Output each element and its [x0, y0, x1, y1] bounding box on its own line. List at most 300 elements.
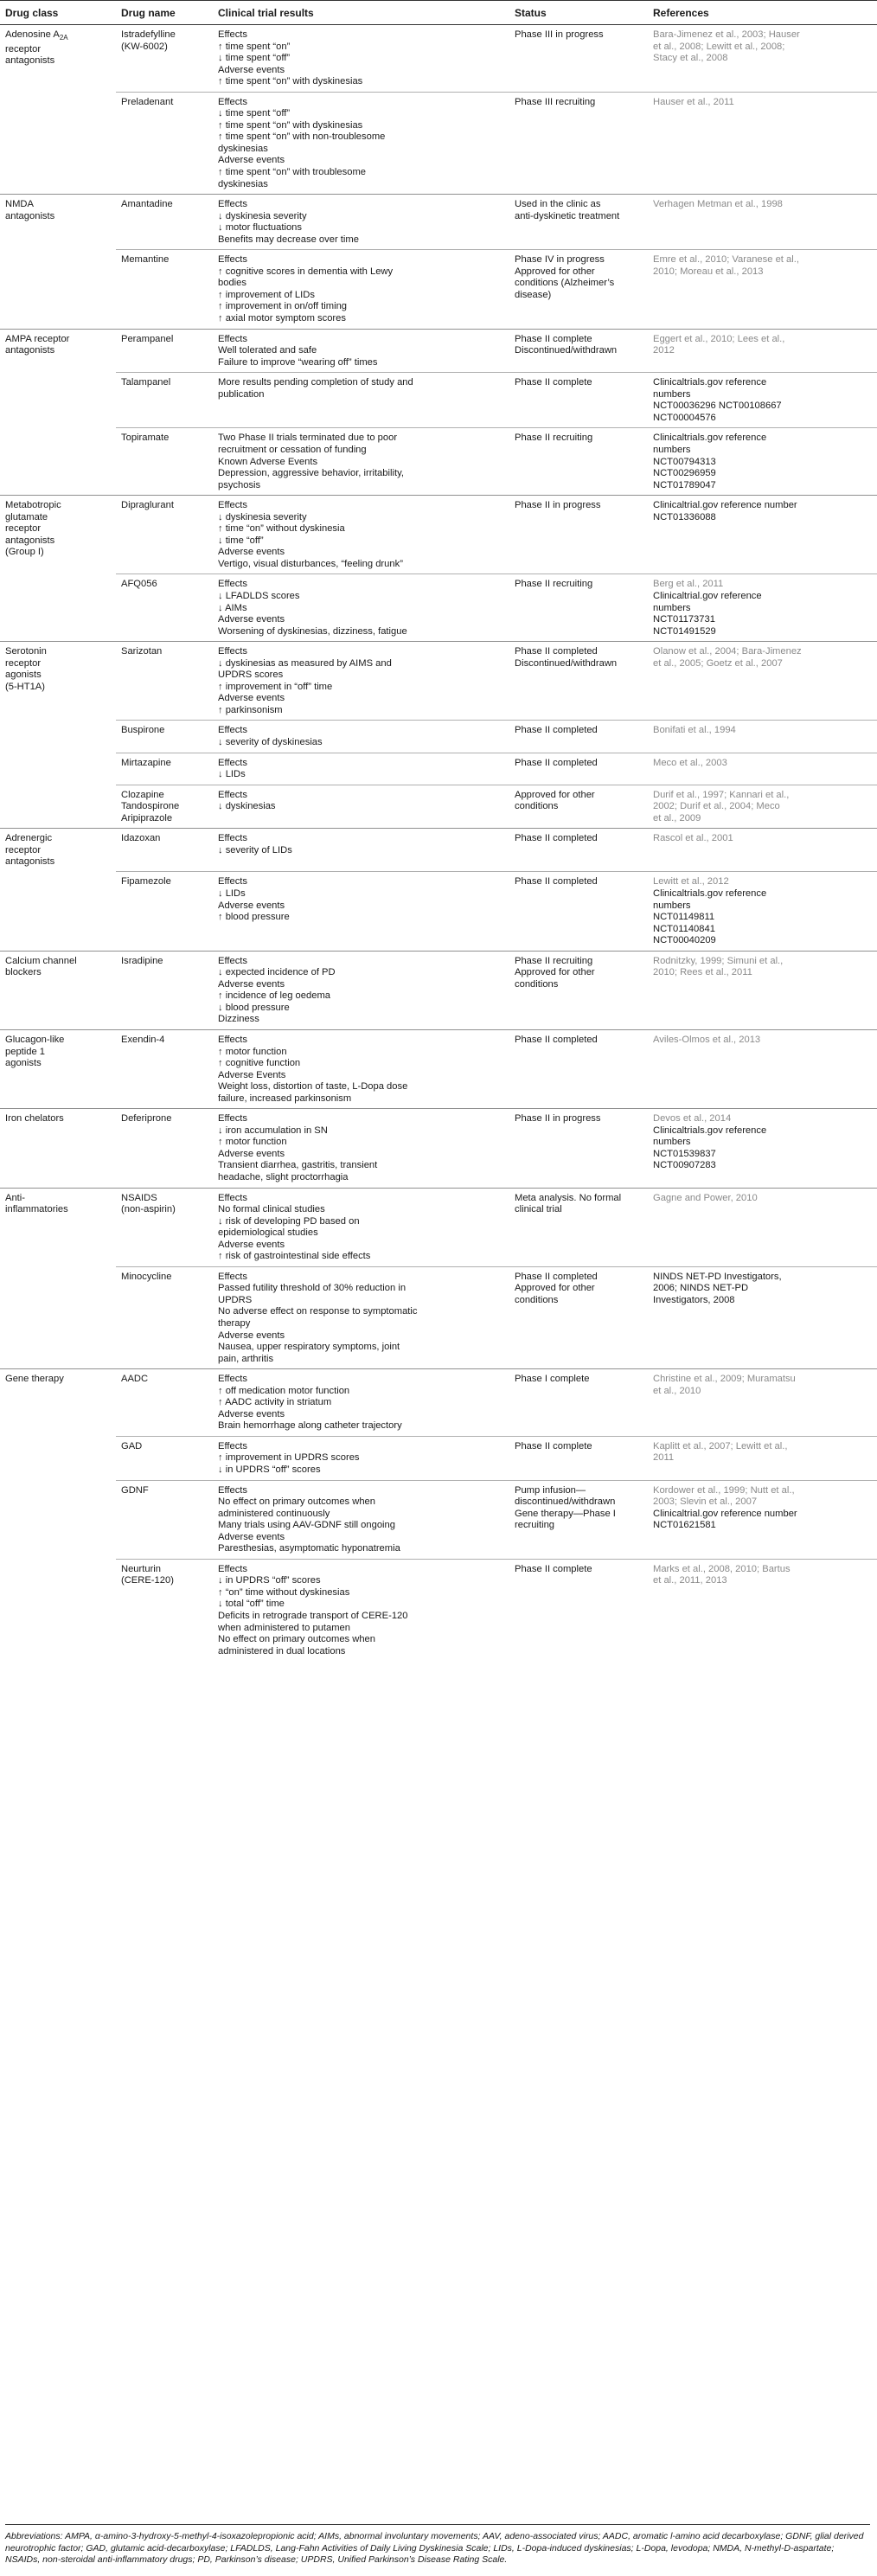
drug-class-cell — [0, 329, 116, 373]
drug-name-cell — [116, 872, 213, 951]
references-cell — [648, 1480, 877, 1559]
status-cell — [509, 1559, 648, 1661]
references-line: Rascol et al., 2001 — [653, 833, 733, 844]
references-line: Emre et al., 2010; Varanese et al., — [653, 254, 799, 266]
trial-results-line: ↑ motor function — [218, 1137, 287, 1148]
status-line: Gene therapy—Phase I — [515, 1508, 616, 1519]
drug-name-line: (CERE-120) — [121, 1575, 174, 1586]
trial-results-line: Effects — [218, 579, 247, 590]
trial-results-line: Dizziness — [218, 1014, 259, 1025]
drug-class-cell — [0, 1188, 116, 1266]
trial-results-line: ↓ time spent “off” — [218, 108, 291, 119]
trial-results-line: ↑ blood pressure — [218, 912, 290, 923]
references-line: Kordower et al., 1999; Nutt et al., — [653, 1484, 795, 1496]
trial-results-cell — [213, 496, 509, 574]
references-cell — [648, 428, 877, 496]
references-line: NCT01539837 — [653, 1148, 716, 1159]
drug-class-cell — [0, 951, 116, 1029]
status-line: conditions — [515, 801, 559, 812]
references-cell — [648, 496, 877, 574]
references-line: NINDS NET-PD Investigators, — [653, 1271, 782, 1282]
status-line: Phase II completed — [515, 725, 598, 736]
drug-class-line: receptor — [5, 523, 42, 535]
references-line: NCT01621581 — [653, 1520, 716, 1531]
drug-class-line: Anti- — [5, 1192, 26, 1203]
references-line: Verhagen Metman et al., 1998 — [653, 199, 783, 210]
table-row — [0, 1266, 877, 1368]
status-cell — [509, 574, 648, 642]
drug-class-line: Adenosine $A_{2A}$ — [5, 29, 68, 42]
trial-results-line: Nausea, upper respiratory symptoms, joint — [218, 1342, 400, 1353]
trial-results-line: Well tolerated and safe — [218, 345, 317, 356]
status-line: Pump infusion— — [515, 1484, 586, 1496]
trial-results-line: epidemiological studies — [218, 1227, 318, 1239]
references-line: numbers — [653, 900, 691, 911]
table-row — [0, 574, 877, 642]
references-line: Gagne and Power, 2010 — [653, 1192, 758, 1203]
trial-results-line: Effects — [218, 955, 247, 966]
trial-results-cell — [213, 642, 509, 721]
references-cell — [648, 1109, 877, 1188]
drug-class-cell — [0, 1559, 116, 1661]
drug-class-line: antagonists — [5, 55, 55, 67]
trial-results-line: Adverse events — [218, 978, 285, 990]
status-line: conditions (Alzheimer’s — [515, 278, 615, 289]
abbreviations-footnote: Abbreviations: AMPA, α-amino-3-hydroxy-5-methyl-4-isoxazolepropionic acid; AIMs, abnormal involuntary movements; AAV, adeno-associated virus; AADC, aromatic l-amino acid decarboxylase; GDNF, glial derived neurotrophic factor; GAD, glutamic acid-decarboxylase; LFADLDS, Lang-Fahn Activities of Daily Living Dyskinesia Scale; LIDs, L-Dopa-induced dyskinesias; L-Dopa, levodopa; NMDA, N-methyl-D-aspartate; NSAIDs, non-steroidal anti-inflammatory drugs; PD, Parkinson’s disease; UPDRS, Unified Parkinson’s Disease Rating Scale. — [5, 2524, 870, 2566]
trial-results-line: Effects — [218, 96, 247, 107]
status-line: recruiting — [515, 1520, 555, 1531]
references-line: 2002; Durif et al., 2004; Meco — [653, 801, 780, 812]
references-line: Clinicaltrials.gov reference — [653, 377, 767, 388]
table-row — [0, 92, 877, 194]
status-line: Phase II complete — [515, 1440, 592, 1451]
status-cell — [509, 721, 648, 753]
references-line: et al., 2010 — [653, 1385, 701, 1396]
trial-results-line: Effects — [218, 1563, 247, 1574]
trial-results-line: therapy — [218, 1318, 251, 1329]
header-status: Status — [509, 1, 648, 25]
trial-results-line: ↑ improvement of LIDs — [218, 289, 315, 300]
trial-results-line: Effects — [218, 1374, 247, 1385]
trial-results-line: dyskinesias — [218, 178, 268, 189]
trial-results-cell — [213, 753, 509, 785]
references-line: Clinicaltrial.gov reference number — [653, 500, 797, 511]
drug-name-cell — [116, 92, 213, 194]
trial-results-cell — [213, 329, 509, 373]
drug-name-line: Perampanel — [121, 333, 174, 344]
table-row — [0, 428, 877, 496]
table-row — [0, 496, 877, 574]
drug-name-line: Mirtazapine — [121, 757, 171, 768]
references-line: numbers — [653, 388, 691, 400]
status-cell — [509, 250, 648, 329]
trial-results-line: ↑ improvement in UPDRS scores — [218, 1452, 360, 1464]
trial-results-line: Effects — [218, 1113, 247, 1125]
trial-results-cell — [213, 1266, 509, 1368]
drug-name-cell — [116, 574, 213, 642]
trial-results-line: Effects — [218, 1440, 247, 1451]
table-row — [0, 1029, 877, 1108]
references-line: Eggert et al., 2010; Lees et al., — [653, 333, 785, 344]
drug-name-cell — [116, 1266, 213, 1368]
trial-results-line: Paresthesias, asymptomatic hyponatremia — [218, 1543, 400, 1554]
drug-class-line: Glucagon-like — [5, 1034, 65, 1045]
status-line: Approved for other — [515, 967, 595, 978]
drug-name-cell — [116, 721, 213, 753]
drug-class-line: Calcium channel — [5, 955, 77, 966]
references-line: NCT00907283 — [653, 1160, 716, 1171]
trial-results-line: Known Adverse Events — [218, 456, 318, 467]
trial-results-line: ↑ cognitive scores in dementia with Lewy — [218, 266, 394, 277]
trial-results-line: UPDRS — [218, 1294, 253, 1305]
trial-results-line: ↑ AADC activity in striatum — [218, 1397, 332, 1408]
drug-name-cell — [116, 1109, 213, 1188]
trial-results-line: ↑ parkinsonism — [218, 704, 283, 715]
drug-class-cell — [0, 195, 116, 250]
trial-results-line: Adverse events — [218, 614, 285, 625]
trial-results-cell — [213, 195, 509, 250]
references-line: NCT01491529 — [653, 625, 716, 637]
trial-results-cell — [213, 872, 509, 951]
drug-class-cell — [0, 574, 116, 642]
drug-name-cell — [116, 250, 213, 329]
drug-class-cell — [0, 1480, 116, 1559]
trial-results-line: Effects — [218, 757, 247, 768]
trial-results-line: Failure to improve “wearing off” times — [218, 356, 378, 368]
trial-results-line: Adverse events — [218, 900, 285, 911]
trial-results-line: recruitment or cessation of funding — [218, 444, 367, 455]
trial-results-cell — [213, 1559, 509, 1661]
drug-class-line: blockers — [5, 967, 42, 978]
drug-name-cell — [116, 496, 213, 574]
status-cell — [509, 373, 648, 428]
status-line: Discontinued/withdrawn — [515, 345, 618, 356]
drug-class-line: receptor — [5, 657, 42, 669]
references-cell — [648, 1559, 877, 1661]
references-line: et al., 2009 — [653, 812, 701, 823]
references-line: Berg et al., 2011 — [653, 579, 724, 590]
references-cell — [648, 753, 877, 785]
status-line: Phase III in progress — [515, 29, 604, 40]
trial-results-line: administered in dual locations — [218, 1645, 346, 1656]
references-cell — [648, 785, 877, 829]
table-row — [0, 329, 877, 373]
status-line: Phase II in progress — [515, 500, 601, 511]
trial-results-line: ↓ time spent “off” — [218, 53, 291, 64]
references-cell — [648, 25, 877, 93]
status-line: Phase II completed — [515, 757, 598, 768]
status-cell — [509, 195, 648, 250]
trial-results-line: Many trials using AAV-GDNF still ongoing — [218, 1520, 395, 1531]
trial-results-line: ↓ iron accumulation in SN — [218, 1125, 328, 1136]
trial-results-line: ↑ time spent “on” with dyskinesias — [218, 76, 363, 87]
drug-name-cell — [116, 785, 213, 829]
references-line: Aviles-Olmos et al., 2013 — [653, 1034, 761, 1045]
trial-results-line: Effects — [218, 725, 247, 736]
trial-results-line: ↓ total “off” time — [218, 1599, 285, 1610]
references-line: 2010; Moreau et al., 2013 — [653, 266, 764, 277]
trial-results-line: ↑ improvement in on/off timing — [218, 301, 348, 312]
status-line: Phase II recruiting — [515, 433, 593, 444]
status-line: Phase IV in progress — [515, 254, 605, 266]
drug-class-cell — [0, 25, 116, 93]
drug-name-line: NSAIDS — [121, 1192, 157, 1203]
trial-results-line: Weight loss, distortion of taste, L-Dopa dose — [218, 1081, 408, 1093]
table-row — [0, 250, 877, 329]
references-line: Kaplitt et al., 2007; Lewitt et al., — [653, 1440, 788, 1451]
drug-name-line: Topiramate — [121, 433, 170, 444]
status-cell — [509, 1029, 648, 1108]
references-cell — [648, 373, 877, 428]
drug-class-cell — [0, 872, 116, 951]
references-line: Hauser et al., 2011 — [653, 96, 734, 107]
status-line: Used in the clinic as — [515, 199, 601, 210]
trial-results-line: Transient diarrhea, gastritis, transient — [218, 1160, 378, 1171]
trial-results-line: ↑ axial motor symptom scores — [218, 313, 346, 324]
status-line: Phase II complete — [515, 377, 592, 388]
references-line: 2003; Slevin et al., 2007 — [653, 1496, 758, 1508]
drug-class-line: glutamate — [5, 511, 48, 522]
trial-results-line: ↑ time spent “on” — [218, 41, 291, 52]
status-cell — [509, 1480, 648, 1559]
trial-results-line: Adverse events — [218, 547, 285, 558]
drug-class-line: receptor — [5, 844, 42, 855]
references-line: NCT00296959 — [653, 468, 716, 479]
references-line: NCT01173731 — [653, 614, 715, 625]
drug-name-cell — [116, 1188, 213, 1266]
drug-name-cell — [116, 642, 213, 721]
trial-results-line: ↑ “on” time without dyskinesias — [218, 1586, 350, 1598]
drug-class-line: AMPA receptor — [5, 333, 70, 344]
drug-name-cell — [116, 1369, 213, 1437]
drug-class-line: (Group I) — [5, 547, 44, 558]
trial-results-line: Adverse events — [218, 1239, 285, 1250]
references-line: Durif et al., 1997; Kannari et al., — [653, 789, 790, 800]
trial-results-line: ↑ time spent “on” with troublesome — [218, 167, 366, 178]
table-row — [0, 373, 877, 428]
drug-class-cell — [0, 785, 116, 829]
trial-results-line: ↓ expected incidence of PD — [218, 967, 336, 978]
drug-class-cell — [0, 1266, 116, 1368]
trial-results-line: Adverse events — [218, 155, 285, 166]
references-cell — [648, 1029, 877, 1108]
trial-results-line: Two Phase II trials terminated due to poor — [218, 433, 398, 444]
status-line: Phase I complete — [515, 1374, 590, 1385]
trial-results-line: ↓ LFADLDS scores — [218, 590, 300, 601]
references-line: numbers — [653, 444, 691, 455]
trial-results-line: No effect on primary outcomes when — [218, 1634, 375, 1645]
references-line: NCT00040209 — [653, 935, 716, 946]
drug-name-line: Talampanel — [121, 377, 171, 388]
table-row — [0, 753, 877, 785]
trial-results-line: ↓ blood pressure — [218, 1002, 290, 1013]
references-line: Rodnitzky, 1999; Simuni et al., — [653, 955, 784, 966]
references-cell — [648, 195, 877, 250]
trial-results-cell — [213, 1436, 509, 1480]
drug-name-line: Aripiprazole — [121, 812, 173, 823]
status-cell — [509, 25, 648, 93]
trial-results-line: bodies — [218, 278, 246, 289]
drug-class-cell — [0, 642, 116, 721]
drug-name-line: AFQ056 — [121, 579, 157, 590]
trial-results-line: dyskinesias — [218, 143, 268, 154]
table-row — [0, 1369, 877, 1437]
drug-class-line: Metabotropic — [5, 500, 61, 511]
trial-results-cell — [213, 829, 509, 872]
drug-class-line: agonists — [5, 1058, 42, 1069]
drug-name-line: Minocycline — [121, 1271, 172, 1282]
references-cell — [648, 574, 877, 642]
status-cell — [509, 1266, 648, 1368]
references-cell — [648, 721, 877, 753]
status-line: Phase II completed — [515, 833, 598, 844]
drug-name-line: Neurturin — [121, 1563, 162, 1574]
drug-name-cell — [116, 1480, 213, 1559]
table-row — [0, 1559, 877, 1661]
trial-results-cell — [213, 1369, 509, 1437]
trial-results-line: Deficits in retrograde transport of CERE-120 — [218, 1611, 408, 1622]
status-line: Phase II in progress — [515, 1113, 601, 1125]
trial-results-line: ↓ AIMs — [218, 602, 247, 613]
trial-results-line: Adverse events — [218, 1148, 285, 1159]
trial-results-cell — [213, 1188, 509, 1266]
trial-results-line: Effects — [218, 500, 247, 511]
trial-results-line: Effects — [218, 199, 247, 210]
trial-results-cell — [213, 1480, 509, 1559]
trial-results-line: ↑ cognitive function — [218, 1058, 301, 1069]
references-line: NCT00036296 NCT00108667 — [653, 400, 782, 412]
trial-results-line: No adverse effect on response to symptomatic — [218, 1306, 418, 1317]
status-cell — [509, 1369, 648, 1437]
status-line: Approved for other — [515, 1283, 595, 1294]
references-line: Clinicaltrial.gov reference — [653, 590, 762, 601]
references-line: Devos et al., 2014 — [653, 1113, 732, 1125]
drug-class-line: antagonists — [5, 856, 55, 868]
trial-results-line: Effects — [218, 789, 247, 800]
status-line: anti-dyskinetic treatment — [515, 210, 620, 221]
trial-results-cell — [213, 951, 509, 1029]
drug-class-line: Serotonin — [5, 646, 47, 657]
trial-results-line: Brain hemorrhage along catheter trajectory — [218, 1420, 402, 1432]
table-row — [0, 872, 877, 951]
trial-results-line: ↓ dyskinesia severity — [218, 210, 307, 221]
trial-results-line: Benefits may decrease over time — [218, 234, 359, 245]
status-cell — [509, 92, 648, 194]
status-cell — [509, 785, 648, 829]
trial-results-line: ↓ severity of LIDs — [218, 844, 292, 855]
trial-results-line: UPDRS scores — [218, 670, 284, 681]
drug-class-cell — [0, 496, 116, 574]
drug-name-line: Clozapine — [121, 789, 164, 800]
drug-class-line: antagonists — [5, 210, 55, 221]
trial-results-line: when administered to putamen — [218, 1622, 350, 1633]
drug-class-cell — [0, 1436, 116, 1480]
references-cell — [648, 1436, 877, 1480]
status-cell — [509, 1188, 648, 1266]
table-row — [0, 829, 877, 872]
references-line: 2010; Rees et al., 2011 — [653, 967, 752, 978]
status-line: discontinued/withdrawn — [515, 1496, 616, 1508]
trial-results-line: No formal clinical studies — [218, 1204, 325, 1215]
status-cell — [509, 642, 648, 721]
trial-results-line: Depression, aggressive behavior, irritability, — [218, 468, 404, 479]
references-cell — [648, 951, 877, 1029]
references-cell — [648, 92, 877, 194]
drug-name-line: Tandospirone — [121, 801, 180, 812]
trial-results-line: Vertigo, visual disturbances, “feeling drunk” — [218, 558, 403, 569]
references-line: et al., 2005; Goetz et al., 2007 — [653, 657, 783, 669]
drug-name-line: (KW-6002) — [121, 41, 168, 52]
header-clinical-trial-results: Clinical trial results — [213, 1, 509, 25]
references-line: NCT01789047 — [653, 479, 716, 490]
status-cell — [509, 1436, 648, 1480]
trial-results-line: Effects — [218, 1271, 247, 1282]
drug-name-cell — [116, 373, 213, 428]
status-line: Meta analysis. No formal — [515, 1192, 622, 1203]
trial-results-line: ↑ time “on” without dyskinesia — [218, 523, 345, 535]
table-row — [0, 25, 877, 93]
references-line: Clinicaltrials.gov reference — [653, 888, 767, 899]
table-row — [0, 785, 877, 829]
references-line: NCT00794313 — [653, 456, 716, 467]
trial-results-line: Effects — [218, 833, 247, 844]
references-cell — [648, 250, 877, 329]
references-line: NCT01336088 — [653, 511, 716, 522]
table-row — [0, 1480, 877, 1559]
trial-results-line: Adverse events — [218, 1330, 285, 1341]
table-row — [0, 1436, 877, 1480]
drug-class-cell — [0, 428, 116, 496]
trial-results-line: ↓ LIDs — [218, 769, 246, 780]
status-line: Phase II complete — [515, 1563, 592, 1574]
header-drug-class: Drug class — [0, 1, 116, 25]
drug-name-line: Sarizotan — [121, 646, 163, 657]
status-cell — [509, 872, 648, 951]
drug-name-line: Deferiprone — [121, 1113, 172, 1125]
drug-name-cell — [116, 951, 213, 1029]
trial-results-line: ↑ off medication motor function — [218, 1385, 350, 1396]
trial-results-line: ↑ motor function — [218, 1046, 287, 1057]
drug-class-line: Adrenergic — [5, 833, 53, 844]
status-cell — [509, 951, 648, 1029]
drug-name-line: Buspirone — [121, 725, 165, 736]
status-line: Discontinued/withdrawn — [515, 657, 618, 669]
drug-class-line: inflammatories — [5, 1204, 68, 1215]
status-line: Phase II completed — [515, 1034, 598, 1045]
trial-results-line: Effects — [218, 876, 247, 888]
status-line: Phase II completed — [515, 1271, 598, 1282]
status-line: disease) — [515, 289, 552, 300]
trial-results-line: Adverse events — [218, 693, 285, 704]
references-cell — [648, 829, 877, 872]
status-line: Approved for other — [515, 789, 595, 800]
references-line: 2012 — [653, 345, 675, 356]
table-row — [0, 1109, 877, 1188]
trial-results-cell — [213, 373, 509, 428]
drug-class-line: peptide 1 — [5, 1046, 46, 1057]
drug-name-line: Memantine — [121, 254, 170, 266]
references-cell — [648, 872, 877, 951]
trial-results-line: Adverse Events — [218, 1069, 286, 1080]
drug-class-line: antagonists — [5, 345, 55, 356]
trial-results-line: No effect on primary outcomes when — [218, 1496, 375, 1508]
trial-results-line: ↓ dyskinesias as measured by AIMS and — [218, 657, 392, 669]
drug-class-cell — [0, 373, 116, 428]
trial-results-line: Effects — [218, 333, 247, 344]
drug-name-cell — [116, 1559, 213, 1661]
trial-results-line: ↑ time spent “on” with dyskinesias — [218, 119, 363, 131]
drug-class-cell — [0, 721, 116, 753]
